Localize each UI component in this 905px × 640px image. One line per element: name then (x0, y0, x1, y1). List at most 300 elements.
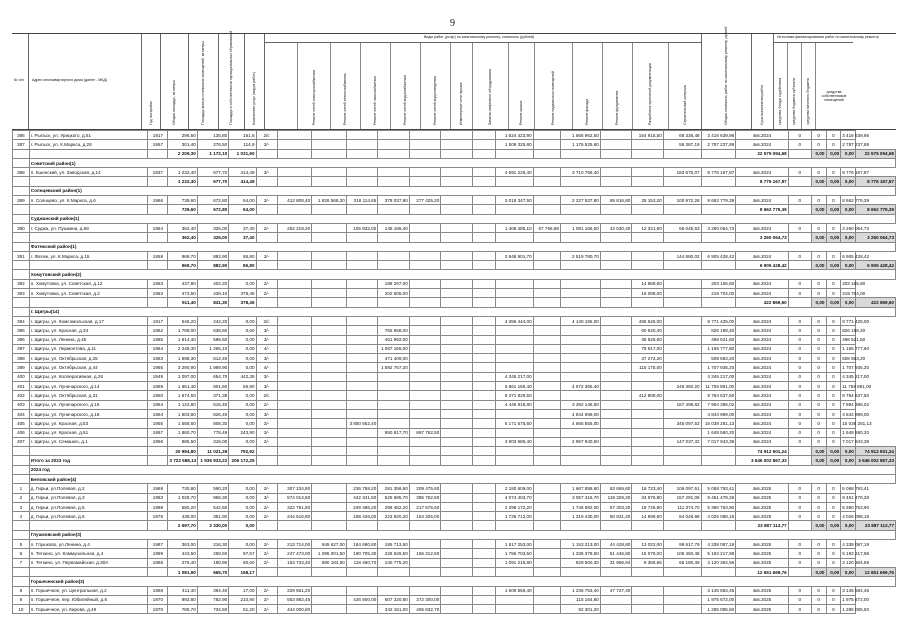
table-row (13, 409, 896, 418)
area-owned: 37,40 (229, 223, 256, 232)
section-row (13, 474, 896, 483)
row-number: 395 (13, 326, 30, 335)
funding-value: 0 (826, 437, 841, 446)
funding-value: 0 (826, 484, 841, 493)
cell (378, 456, 409, 465)
area-total: 739,60 (168, 205, 197, 214)
work-cost: 164 690,80 (346, 540, 377, 549)
year-built: 1950 (148, 391, 168, 400)
work-cost (495, 335, 533, 344)
funding-value: 0,00 (841, 261, 856, 270)
work-cost: 140 775,20 (378, 558, 409, 567)
cell (346, 149, 377, 158)
header-work-type: Ремонт фасада (585, 98, 589, 125)
work-cost (600, 605, 631, 614)
area-total: 1 232,40 (168, 168, 197, 177)
year-built: 1949 (148, 372, 168, 381)
work-cost (600, 279, 631, 288)
funding-value: 0,00 (841, 567, 856, 576)
work-cost (441, 558, 472, 567)
work-cost (533, 549, 560, 558)
area-owned: 86,80 (229, 251, 256, 260)
funding-value: 0,00 (826, 149, 841, 158)
work-cost (472, 223, 495, 232)
year-built: 1937 (148, 168, 168, 177)
period: 4кв.2024 (736, 409, 788, 418)
area-owned: 17,00 (229, 586, 256, 595)
work-cost (312, 223, 347, 232)
work-cost (663, 391, 701, 400)
cell (409, 177, 440, 186)
row-number: 401 (13, 382, 30, 391)
area-total: 580,20 (168, 502, 197, 511)
work-cost (409, 354, 440, 363)
area-living: 841,30 (197, 298, 228, 307)
cell (13, 456, 30, 465)
area-owned: 442,39 (229, 372, 256, 381)
funding-value: 0 (788, 409, 811, 418)
work-cost: 42 030,40 (600, 223, 631, 232)
work-cost (441, 437, 472, 446)
cell (701, 233, 736, 242)
cell (409, 298, 440, 307)
cell (13, 205, 30, 214)
area-total: 443,50 (168, 549, 197, 558)
cell (148, 521, 168, 530)
funding-value: 8 662 779,39 (855, 205, 895, 214)
period: 4кв.2024 (736, 335, 788, 344)
work-cost: 1 335 378,50 (560, 549, 600, 558)
funding-value: 0 (826, 595, 841, 604)
total-cost: 1 165 777,60 (701, 344, 736, 353)
cell (441, 447, 472, 456)
work-cost (533, 140, 560, 149)
work-cost (378, 419, 409, 428)
funding-value: 0 (788, 549, 811, 558)
cell (701, 261, 736, 270)
work-cost: 5 171 575,60 (495, 419, 533, 428)
cell (632, 177, 663, 186)
cell (346, 447, 377, 456)
work-cost: 190 705,30 (346, 549, 377, 558)
funding-value: 0 (826, 196, 841, 205)
cell (346, 205, 377, 214)
cell (701, 447, 736, 456)
work-cost (533, 131, 560, 140)
funding-value: 219 704,00 (841, 289, 856, 298)
work-cost (409, 335, 440, 344)
cell (600, 149, 631, 158)
area-owned: 0,00 (229, 335, 256, 344)
work-cost: 4 356 444,00 (495, 316, 533, 325)
header-work-type: Строительный контроль (682, 84, 687, 125)
work-cost (312, 382, 347, 391)
work-cost (277, 428, 312, 437)
cell (472, 298, 495, 307)
cell (701, 567, 736, 576)
funding-value: 23 887 113,77 (855, 521, 895, 530)
total-cost: 203 165,60 (701, 279, 736, 288)
area-total: 2 697,70 (168, 521, 197, 530)
work-cost: 1 236 753,40 (560, 586, 600, 595)
row-number: 402 (13, 391, 30, 400)
table-row (13, 372, 896, 381)
header-divider (264, 34, 265, 129)
funding-value: 0 (788, 605, 811, 614)
work-cost: 322 751,60 (277, 502, 312, 511)
cell (495, 521, 533, 530)
work-cost (472, 289, 495, 298)
work-cost (277, 354, 312, 363)
area-owned: 792,92 (229, 447, 256, 456)
funding-value: 0,00 (826, 456, 841, 465)
work-cost (312, 335, 347, 344)
cell (560, 298, 600, 307)
work-cost (346, 316, 377, 325)
cell (13, 242, 30, 251)
funding-value: 0 (788, 400, 811, 409)
area-living: 1 989,90 (197, 363, 228, 372)
table-row (13, 558, 896, 567)
funding-value: 0 (826, 391, 841, 400)
work-cost (312, 316, 347, 325)
address: п. Горшечное, пер. Юбилейный, д.6 (29, 595, 148, 604)
area-living: 638,60 (197, 326, 228, 335)
cell (256, 456, 277, 465)
area-total: 437,90 (168, 279, 197, 288)
funding-value: 0 (811, 493, 826, 502)
funding-value: 0 (826, 354, 841, 363)
row-number: 396 (13, 335, 30, 344)
work-cost (600, 595, 631, 604)
year-built: 1963 (148, 289, 168, 298)
table-row (13, 289, 896, 298)
work-cost: 1 667 858,60 (560, 484, 600, 493)
object-code: 2/- (256, 549, 277, 558)
work-cost (346, 382, 377, 391)
work-cost (472, 326, 495, 335)
funding-value: 0 (788, 586, 811, 595)
area-total: 411,40 (168, 586, 197, 595)
work-cost (600, 409, 631, 418)
cell (13, 177, 30, 186)
total-label (29, 298, 148, 307)
funding-value: 0 (826, 140, 841, 149)
cell (472, 261, 495, 270)
cell (632, 456, 663, 465)
cell (312, 261, 347, 270)
total-cost: 498 521,60 (701, 335, 736, 344)
address: п. Горшечное, ул. Кирова, д.49 (29, 605, 148, 614)
cell (600, 205, 631, 214)
work-cost: 378 037,80 (378, 196, 409, 205)
header-work-type: Ремонт сетей теплоснабжения (343, 73, 347, 125)
header-divider (472, 42, 473, 129)
area-living: 958,30 (197, 493, 228, 502)
area-living: 542,60 (197, 502, 228, 511)
work-cost (409, 140, 440, 149)
work-cost (533, 391, 560, 400)
period: 4кв.2024 (736, 344, 788, 353)
object-code: 2/- (256, 595, 277, 604)
address: г. Щигры, ул. Красная, д.34 (29, 326, 148, 335)
work-cost: 2 180 609,00 (495, 484, 533, 493)
header-work-type: Замена лифтового оборудования (488, 69, 492, 125)
cell (560, 447, 600, 456)
funding-value: 0 (788, 344, 811, 353)
work-cost: 108 450,48 (663, 549, 701, 558)
funding-value: 0 (826, 586, 841, 595)
work-cost (409, 279, 440, 288)
work-cost (378, 382, 409, 391)
area-total: 1 558,60 (168, 419, 197, 428)
funding-value: 0 (811, 140, 826, 149)
period: 4кв.2025 (736, 549, 788, 558)
cell (312, 233, 347, 242)
cell (441, 205, 472, 214)
row-number: 6 (13, 549, 30, 558)
cell (148, 149, 168, 158)
cell (13, 270, 30, 279)
year-built: 1964 (148, 344, 168, 353)
work-cost (600, 316, 631, 325)
cell (663, 298, 701, 307)
row-number: 392 (13, 279, 30, 288)
header-work-type: Ремонт сетей электроснабжения (311, 70, 316, 125)
address: г. Щигры, ул. Лермонтова, д.11 (29, 344, 148, 353)
work-cost (378, 372, 409, 381)
table-row (13, 540, 896, 549)
header-divider (160, 34, 161, 129)
funding-value: 0 (811, 279, 826, 288)
funding-value: 1 165 777,60 (841, 344, 856, 353)
total-cost: 6 905 428,42 (736, 261, 788, 270)
work-cost (441, 428, 472, 437)
header-divider (420, 42, 421, 129)
address: г. Щигры, ул. Октябрьская, д.44 (29, 363, 148, 372)
cell (560, 205, 600, 214)
cell (560, 149, 600, 158)
address: г. Щигры, ул. Октябрьская, д.31 (29, 391, 148, 400)
work-cost: 1 826 568,20 (312, 196, 347, 205)
area-total: 1 028,70 (168, 493, 197, 502)
work-cost (441, 316, 472, 325)
funding-value: 0 (811, 363, 826, 372)
area-total: 1 674,50 (168, 391, 197, 400)
row-number: 398 (13, 354, 30, 363)
area-living: 882,90 (197, 261, 228, 270)
header-divider (751, 34, 752, 129)
funding-value: 0 (826, 279, 841, 288)
funding-value: 0 (788, 354, 811, 363)
work-cost (277, 391, 312, 400)
cell (13, 567, 30, 576)
work-cost: 277 425,20 (409, 196, 440, 205)
work-cost (663, 279, 701, 288)
funding-value: 0 (811, 344, 826, 353)
funding-value: 0 (788, 279, 811, 288)
work-cost (472, 251, 495, 260)
cell (312, 567, 347, 576)
work-cost (312, 372, 347, 381)
work-cost (495, 363, 533, 372)
work-cost (441, 335, 472, 344)
work-cost: 183 675,07 (663, 168, 701, 177)
work-cost: 4 591 226,40 (495, 168, 533, 177)
funding-value: 0 (811, 549, 826, 558)
work-cost: 115 175,00 (632, 363, 663, 372)
work-cost: 4 446 918,80 (495, 400, 533, 409)
funding-value: 0 (788, 363, 811, 372)
work-cost: 67 303,20 (600, 502, 631, 511)
work-cost: 3 392 146,60 (560, 400, 600, 409)
work-cost (600, 251, 631, 260)
cell (277, 298, 312, 307)
area-total: 1 698,30 (168, 354, 197, 363)
cell (148, 456, 168, 465)
work-cost: 67 766,88 (533, 223, 560, 232)
total-label (29, 233, 148, 242)
subtotal-row (13, 233, 896, 242)
funding-value: 0 (811, 335, 826, 344)
funding-value: 0,00 (811, 447, 826, 456)
cell (256, 447, 277, 456)
total-cost: 4 026 088,18 (701, 512, 736, 521)
subtotal-row (13, 261, 896, 270)
work-cost (277, 400, 312, 409)
section-label: Суджанский район(1) (29, 214, 895, 223)
funding-value: 0 (811, 409, 826, 418)
funding-value: 4 345 217,00 (841, 372, 856, 381)
cell (663, 149, 701, 158)
work-cost: 99 617,79 (663, 540, 701, 549)
funding-value: 0,00 (841, 177, 856, 186)
work-cost: 4 844 999,00 (560, 409, 600, 418)
funding-value: 0,00 (826, 177, 841, 186)
work-cost (533, 484, 560, 493)
funding-value: 0 (811, 251, 826, 260)
row-number: 400 (13, 372, 30, 381)
funding-value: 9 451 478,28 (841, 493, 856, 502)
address: п. Хомутовка, ул. Советская, д.12 (29, 279, 148, 288)
cell (632, 567, 663, 576)
object-code: 4/- (256, 344, 277, 353)
work-cost: 16 098,00 (632, 289, 663, 298)
cell (441, 177, 472, 186)
work-cost (632, 251, 663, 260)
funding-value: 0,00 (826, 205, 841, 214)
funding-value: 0 (826, 400, 841, 409)
cell (256, 149, 277, 158)
object-code: 3/- (256, 382, 277, 391)
funding-value: 0 (811, 512, 826, 521)
funding-value: 8 776 167,87 (841, 168, 856, 177)
table-row (13, 335, 896, 344)
area-owned: 0,00 (229, 363, 256, 372)
total-label (29, 261, 148, 270)
cell (472, 567, 495, 576)
funding-value: 0 (811, 419, 826, 428)
work-cost: 444 000,80 (277, 605, 312, 614)
section-label: Солнцевский район(1) (29, 186, 895, 195)
row-number: 387 (13, 140, 30, 149)
funding-value: 0,00 (826, 447, 841, 456)
work-cost: 3 710 756,40 (560, 168, 600, 177)
work-cost (378, 316, 409, 325)
work-cost: 188 297,00 (378, 279, 409, 288)
work-cost (663, 586, 701, 595)
work-cost (277, 335, 312, 344)
work-cost (441, 419, 472, 428)
subtotal-row (13, 177, 896, 186)
work-cost (560, 372, 600, 381)
work-cost (472, 409, 495, 418)
cell (378, 177, 409, 186)
funding-value: 0 (811, 502, 826, 511)
area-total: 362,40 (168, 233, 197, 242)
work-cost (441, 289, 472, 298)
area-owned: 161,6 (229, 131, 256, 140)
total-label (29, 567, 148, 576)
area-owned: 0,00 (229, 502, 256, 511)
funding-value: 0 (826, 363, 841, 372)
area-living: 351,90 (197, 512, 228, 521)
work-cost (560, 279, 600, 288)
work-cost (663, 428, 701, 437)
area-living: 402,20 (197, 279, 228, 288)
work-cost (409, 344, 440, 353)
subtotal-row (13, 205, 896, 214)
work-cost (277, 372, 312, 381)
area-total: 1 232,40 (168, 177, 197, 186)
area-living: 11 021,39 (197, 447, 228, 456)
area-living: 677,70 (197, 168, 228, 177)
total-cost: 1 707 935,20 (701, 363, 736, 372)
cell (312, 205, 347, 214)
year-built: 1954 (148, 409, 168, 418)
area-owned: 97,57 (229, 549, 256, 558)
funding-value: 0,00 (811, 233, 826, 242)
period: 4кв.2024 (736, 419, 788, 428)
cell (409, 567, 440, 576)
section-row (13, 270, 896, 279)
grand-total-row (13, 456, 896, 465)
funding-value: 0 (826, 512, 841, 521)
header-year: Год постройки (148, 101, 153, 125)
area-owned: 414,49 (229, 168, 256, 177)
work-cost: 412 808,00 (632, 391, 663, 400)
cell (13, 521, 30, 530)
cell (409, 233, 440, 242)
area-owned: 0,00 (229, 316, 256, 325)
cell (378, 447, 409, 456)
work-cost (441, 409, 472, 418)
period: 4кв.2024 (736, 326, 788, 335)
cell (346, 261, 377, 270)
work-cost: 244 516,80 (277, 512, 312, 521)
address: г. Щигры, ул. Ленина, д.45 (29, 335, 148, 344)
address: п. Теткино, ул. Коммунальная, д.4 (29, 549, 148, 558)
funding-value: 0,00 (811, 521, 826, 530)
work-cost: 12 321,60 (632, 223, 663, 232)
work-cost (312, 437, 347, 446)
area-owned: 37,40 (229, 233, 256, 242)
cell (346, 567, 377, 576)
cell (277, 177, 312, 186)
year-built: 1962 (148, 326, 168, 335)
cell (441, 298, 472, 307)
funding-value: 0 (826, 409, 841, 418)
